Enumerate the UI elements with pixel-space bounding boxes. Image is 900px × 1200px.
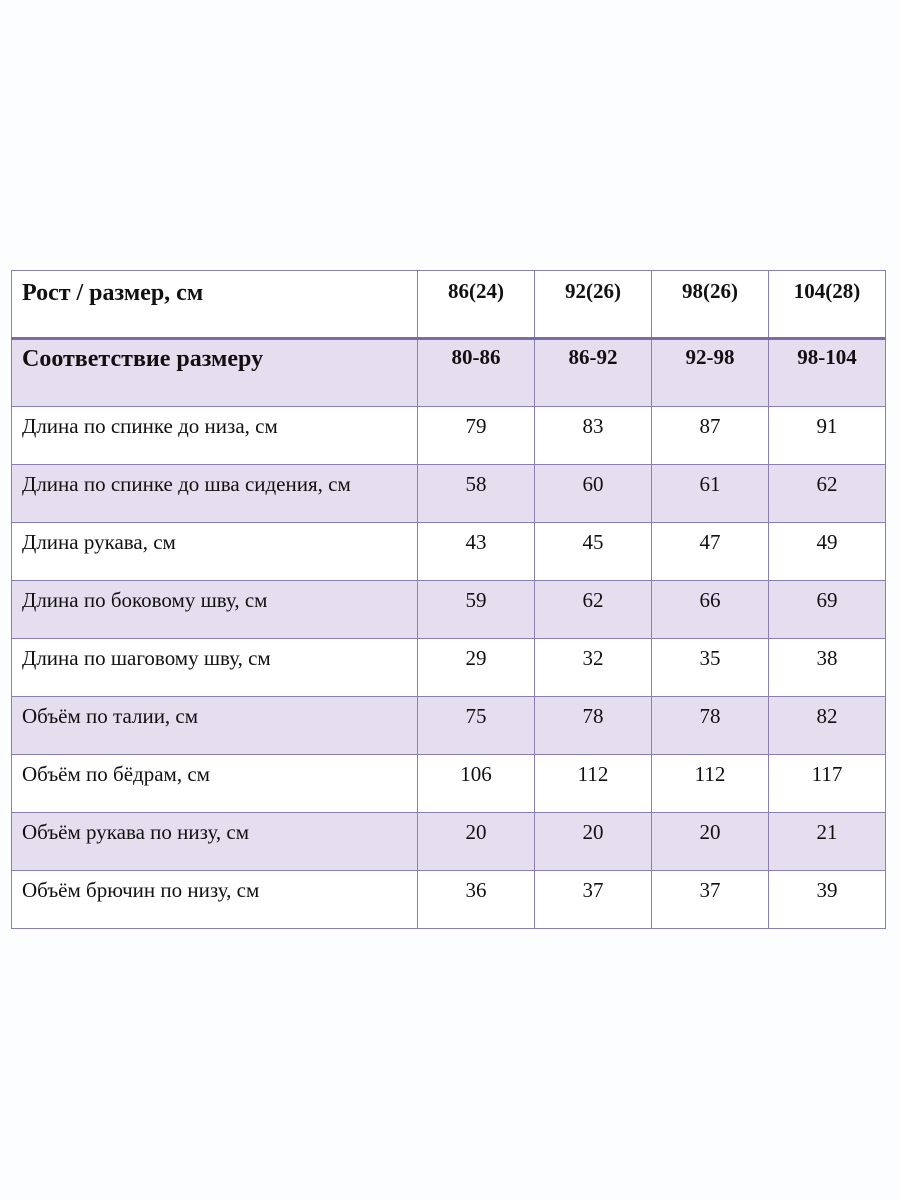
cell-value: 49 bbox=[769, 523, 886, 581]
cell-value: 82 bbox=[769, 697, 886, 755]
header-label: Рост / размер, см bbox=[12, 271, 418, 339]
size-header: 86(24) bbox=[418, 271, 535, 339]
header-row bbox=[12, 271, 886, 339]
cell-value: 32 bbox=[535, 639, 652, 697]
size-chart-table bbox=[11, 270, 886, 929]
cell-value: 38 bbox=[769, 639, 886, 697]
cell-value: 45 bbox=[535, 523, 652, 581]
size-match-label: Соответствие размеру bbox=[12, 339, 418, 407]
size-match-value: 92-98 bbox=[652, 339, 769, 407]
cell-value: 58 bbox=[418, 465, 535, 523]
row-label: Объём брючин по низу, см bbox=[12, 871, 418, 929]
cell-value: 60 bbox=[535, 465, 652, 523]
cell-value: 37 bbox=[652, 871, 769, 929]
cell-value: 112 bbox=[535, 755, 652, 813]
cell-value: 83 bbox=[535, 407, 652, 465]
row-label: Объём по бёдрам, см bbox=[12, 755, 418, 813]
cell-value: 112 bbox=[652, 755, 769, 813]
table-row bbox=[12, 581, 886, 639]
cell-value: 59 bbox=[418, 581, 535, 639]
cell-value: 79 bbox=[418, 407, 535, 465]
size-header: 98(26) bbox=[652, 271, 769, 339]
cell-value: 35 bbox=[652, 639, 769, 697]
row-label: Длина по спинке до низа, см bbox=[12, 407, 418, 465]
table-row bbox=[12, 755, 886, 813]
cell-value: 39 bbox=[769, 871, 886, 929]
cell-value: 47 bbox=[652, 523, 769, 581]
cell-value: 37 bbox=[535, 871, 652, 929]
size-header: 104(28) bbox=[769, 271, 886, 339]
cell-value: 21 bbox=[769, 813, 886, 871]
table-row bbox=[12, 813, 886, 871]
row-label: Объём рукава по низу, см bbox=[12, 813, 418, 871]
row-label: Длина рукава, см bbox=[12, 523, 418, 581]
cell-value: 29 bbox=[418, 639, 535, 697]
size-header: 92(26) bbox=[535, 271, 652, 339]
cell-value: 20 bbox=[418, 813, 535, 871]
table-row bbox=[12, 871, 886, 929]
cell-value: 69 bbox=[769, 581, 886, 639]
cell-value: 117 bbox=[769, 755, 886, 813]
table-row bbox=[12, 523, 886, 581]
row-label: Длина по спинке до шва сидения, см bbox=[12, 465, 418, 523]
cell-value: 62 bbox=[769, 465, 886, 523]
size-match-value: 98-104 bbox=[769, 339, 886, 407]
size-match-row bbox=[12, 339, 886, 407]
table-row bbox=[12, 465, 886, 523]
cell-value: 36 bbox=[418, 871, 535, 929]
cell-value: 61 bbox=[652, 465, 769, 523]
table-row bbox=[12, 639, 886, 697]
size-match-value: 86-92 bbox=[535, 339, 652, 407]
row-label: Длина по шаговому шву, см bbox=[12, 639, 418, 697]
cell-value: 78 bbox=[535, 697, 652, 755]
cell-value: 20 bbox=[652, 813, 769, 871]
table-row bbox=[12, 697, 886, 755]
cell-value: 78 bbox=[652, 697, 769, 755]
cell-value: 75 bbox=[418, 697, 535, 755]
cell-value: 91 bbox=[769, 407, 886, 465]
cell-value: 20 bbox=[535, 813, 652, 871]
cell-value: 43 bbox=[418, 523, 535, 581]
table-row bbox=[12, 407, 886, 465]
cell-value: 66 bbox=[652, 581, 769, 639]
size-match-value: 80-86 bbox=[418, 339, 535, 407]
row-label: Длина по боковому шву, см bbox=[12, 581, 418, 639]
cell-value: 87 bbox=[652, 407, 769, 465]
row-label: Объём по талии, см bbox=[12, 697, 418, 755]
cell-value: 62 bbox=[535, 581, 652, 639]
cell-value: 106 bbox=[418, 755, 535, 813]
